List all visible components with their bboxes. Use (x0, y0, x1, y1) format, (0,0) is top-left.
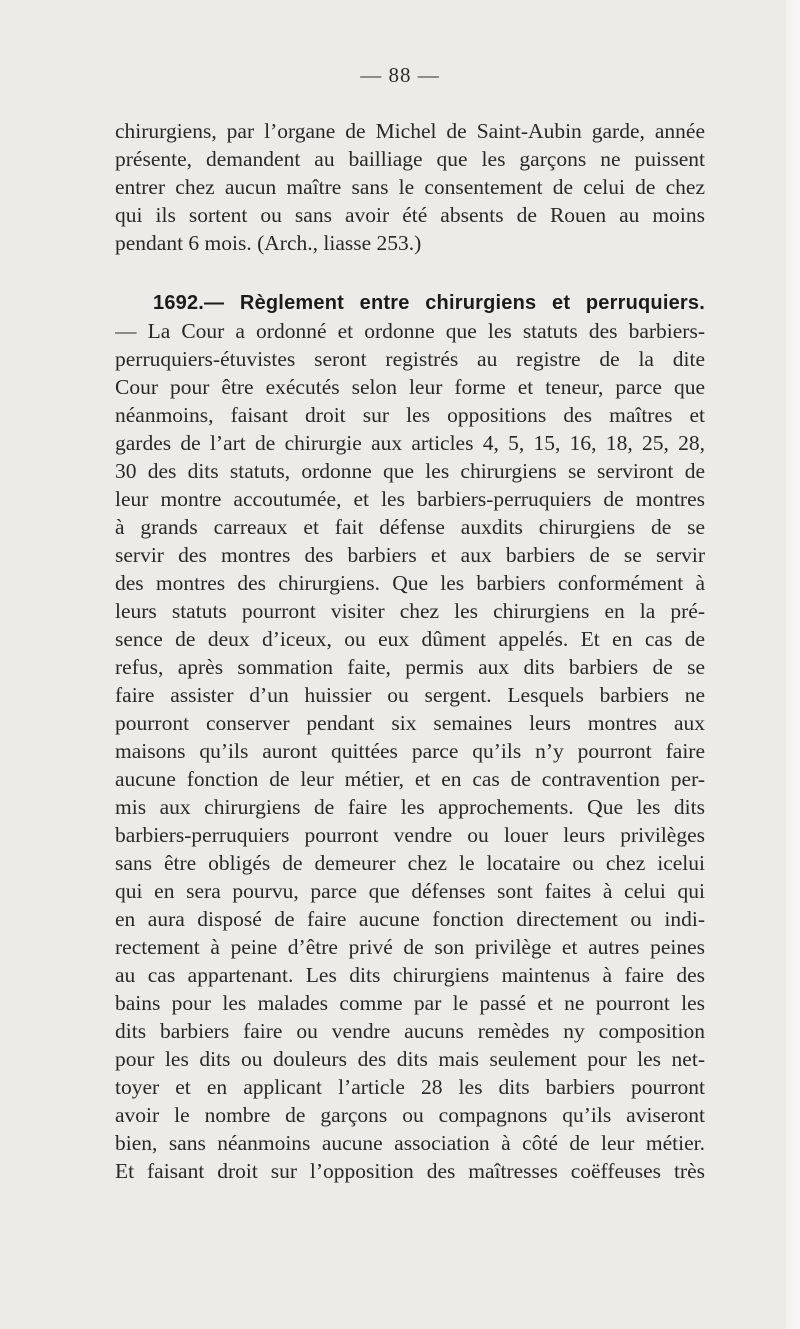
text-line: toyer et en applicant l’article 28 les dits barbiers pourront (115, 1075, 705, 1099)
text-line: leur montre accoutumée, et les barbiers-perruquiers de montres (115, 487, 705, 511)
text-line: en aura disposé de faire aucune fonction directement ou indi- (115, 907, 705, 931)
text-line: 30 des dits statuts, ordonne que les chirurgiens se serviront de (115, 459, 705, 483)
text-line: néanmoins, faisant droit sur les oppositions des maîtres et (115, 403, 705, 427)
text-line: rectement à peine d’être privé de son privilège et autres peines (115, 935, 705, 959)
paragraph-1692 (115, 288, 705, 1185)
text-line: présente, demandent au bailliage que les garçons ne puissent (115, 147, 705, 171)
text-line: faire assister d’un huissier ou sergent. Lesquels barbiers ne (115, 683, 705, 707)
text-line: servir des montres des barbiers et aux barbiers de se servir (115, 543, 705, 567)
page-number: — 88 — (360, 63, 440, 87)
text-line: chirurgiens, par l’organe de Michel de Saint-Aubin garde, année (115, 119, 705, 143)
text-line: maisons qu’ils auront quittées parce qu’ils n’y pourront faire (115, 739, 705, 763)
paragraph-continuation (115, 117, 705, 257)
text-line: Cour pour être exécutés selon leur forme et teneur, parce que (115, 375, 705, 399)
section-heading-line (115, 288, 705, 317)
text-line: dits barbiers faire ou vendre aucuns remèdes ny composition (115, 1019, 705, 1043)
text-line: des montres des chirurgiens. Que les barbiers conformément à (115, 571, 705, 595)
text-line: qui ils sortent ou sans avoir été absents de Rouen au moins (115, 203, 705, 227)
text-line: sence de deux d’iceux, ou eux dûment appelés. Et en cas de (115, 627, 705, 651)
text-line: entrer chez aucun maître sans le consentement de celui de chez (115, 175, 705, 199)
page-edge (786, 0, 800, 1329)
text-line: refus, après sommation faite, permis aux dits barbiers de se (115, 655, 705, 679)
text-line: bains pour les malades comme par le passé et ne pourront les (115, 991, 705, 1015)
text-line: bien, sans néanmoins aucune association à côté de leur métier. (115, 1131, 705, 1155)
text-line: pendant 6 mois. (Arch., liasse 253.) (115, 231, 422, 255)
text-line: perruquiers-étuvistes seront registrés au registre de la dite (115, 347, 705, 371)
text-line: barbiers-perruquiers pourront vendre ou louer leurs privilèges (115, 823, 705, 847)
text-line: avoir le nombre de garçons ou compagnons qu’ils aviseront (115, 1103, 705, 1127)
text-line: leurs statuts pourront visiter chez les chirurgiens en la pré- (115, 599, 705, 623)
text-line: gardes de l’art de chirurgie aux articles 4, 5, 15, 16, 18, 25, 28, (115, 431, 705, 455)
text-line: mis aux chirurgiens de faire les approchements. Que les dits (115, 795, 705, 819)
text-line: — La Cour a ordonné et ordonne que les statuts des barbiers- (115, 319, 705, 343)
text-line: pourront conserver pendant six semaines leurs montres aux (115, 711, 705, 735)
text-line: qui en sera pourvu, parce que défenses sont faites à celui qui (115, 879, 705, 903)
text-line: à grands carreaux et fait défense auxdits chirurgiens de se (115, 515, 705, 539)
text-line: au cas appartenant. Les dits chirurgiens maintenus à faire des (115, 963, 705, 987)
text-line: Et faisant droit sur l’opposition des maîtresses coëffeuses très (115, 1159, 705, 1183)
text-line: aucune fonction de leur métier, et en cas de contravention per- (115, 767, 705, 791)
section-heading: 1692.— Règlement entre chirurgiens et perruquiers. (153, 292, 705, 314)
text-line: pour les dits ou douleurs des dits mais seulement pour les net- (115, 1047, 705, 1071)
text-line: sans être obligés de demeurer chez le locataire ou chez icelui (115, 851, 705, 875)
